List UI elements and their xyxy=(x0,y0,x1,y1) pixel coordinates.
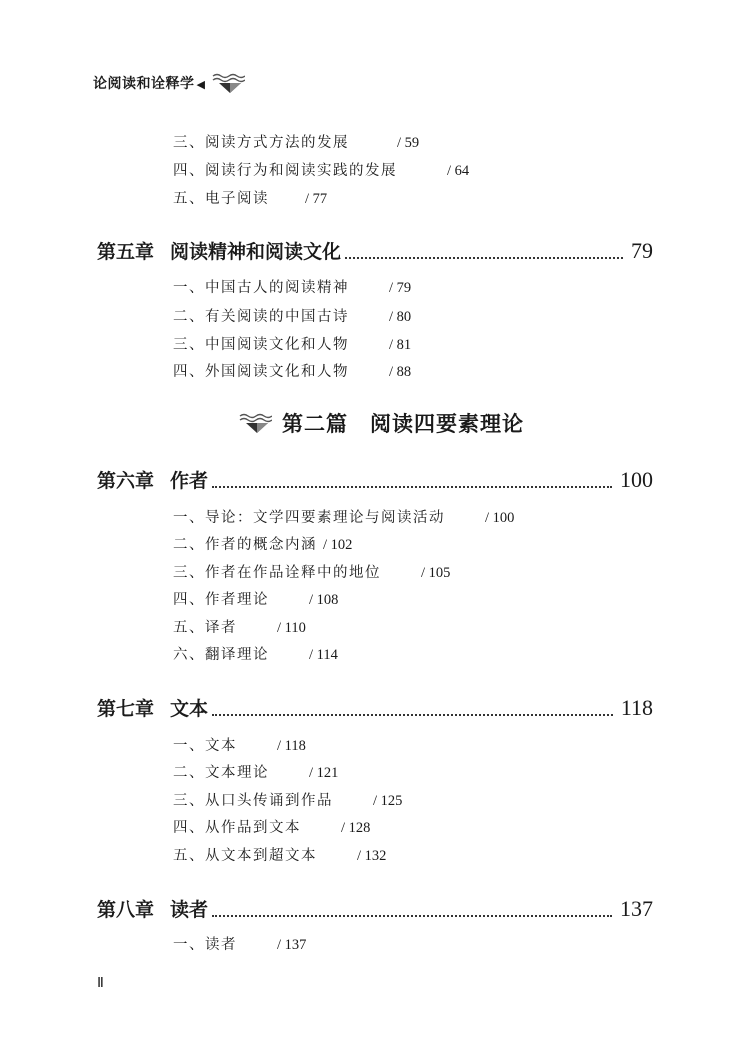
running-header xyxy=(93,72,245,94)
chapter-number: 第八章 xyxy=(97,899,155,921)
dot-leader xyxy=(212,914,612,917)
toc-section[interactable]: 二、文本理论 / 121 xyxy=(173,765,339,781)
chapter-number: 第七章 xyxy=(97,698,155,720)
chapter-title: 作者 xyxy=(170,470,209,492)
toc-section[interactable]: 三、中国阅读文化和人物 / 81 xyxy=(173,337,412,353)
toc-section[interactable]: 三、作者在作品诠释中的地位 / 105 xyxy=(173,565,451,581)
chapter-number: 第六章 xyxy=(97,470,155,492)
chapter-page: 100 xyxy=(620,467,653,492)
part-title: 第二篇 阅读四要素理论 xyxy=(282,411,524,436)
chapter-page: 137 xyxy=(620,896,653,921)
chapter-title: 文本 xyxy=(170,698,209,720)
chapter-number: 第五章 xyxy=(97,241,155,263)
toc-section[interactable]: 一、中国古人的阅读精神 / 79 xyxy=(173,280,412,296)
dot-leader xyxy=(212,485,612,488)
dot-leader xyxy=(212,713,613,716)
toc-section[interactable]: 四、作者理论 / 108 xyxy=(173,592,339,608)
toc-section[interactable]: 三、从口头传诵到作品 / 125 xyxy=(173,793,403,809)
toc-section[interactable]: 四、从作品到文本 / 128 xyxy=(173,820,371,836)
toc-section[interactable]: 三、阅读方式方法的发展 / 59 xyxy=(173,135,420,151)
running-title: 论阅读和诠释学 ◀ xyxy=(93,76,206,92)
toc-section[interactable]: 四、阅读行为和阅读实践的发展 / 64 xyxy=(173,163,470,179)
chapter-page: 79 xyxy=(631,238,653,263)
wave-triangle-icon xyxy=(238,412,272,434)
wave-triangle-icon xyxy=(211,72,245,94)
toc-section[interactable]: 五、电子阅读 / 77 xyxy=(173,191,328,207)
toc-section[interactable]: 二、作者的概念内涵 / 102 xyxy=(173,537,353,553)
page-number: Ⅱ xyxy=(97,976,105,991)
toc-section[interactable]: 一、文本 / 118 xyxy=(173,738,306,754)
toc-section[interactable]: 四、外国阅读文化和人物 / 88 xyxy=(173,364,412,380)
part-heading xyxy=(238,408,524,438)
toc-section[interactable]: 五、从文本到超文本 / 132 xyxy=(173,848,387,864)
toc-section[interactable]: 六、翻译理论 / 114 xyxy=(173,647,338,663)
toc-section[interactable]: 二、有关阅读的中国古诗 / 80 xyxy=(173,309,412,325)
chapter-title: 阅读精神和阅读文化 xyxy=(170,241,342,263)
toc-chapter-6[interactable] xyxy=(97,466,653,493)
toc-chapter-8[interactable] xyxy=(97,895,653,922)
dot-leader xyxy=(345,256,623,259)
running-marker: ◀ xyxy=(196,78,206,91)
toc-section[interactable]: 一、导论：文学四要素理论与阅读活动 / 100 xyxy=(173,510,515,526)
toc-section[interactable]: 五、译者 / 110 xyxy=(173,620,306,636)
toc-section[interactable]: 一、读者 / 137 xyxy=(173,937,307,953)
toc-chapter-7[interactable] xyxy=(97,694,653,721)
chapter-page: 118 xyxy=(620,695,653,720)
toc-chapter-5[interactable] xyxy=(97,237,653,264)
chapter-title: 读者 xyxy=(170,899,209,921)
